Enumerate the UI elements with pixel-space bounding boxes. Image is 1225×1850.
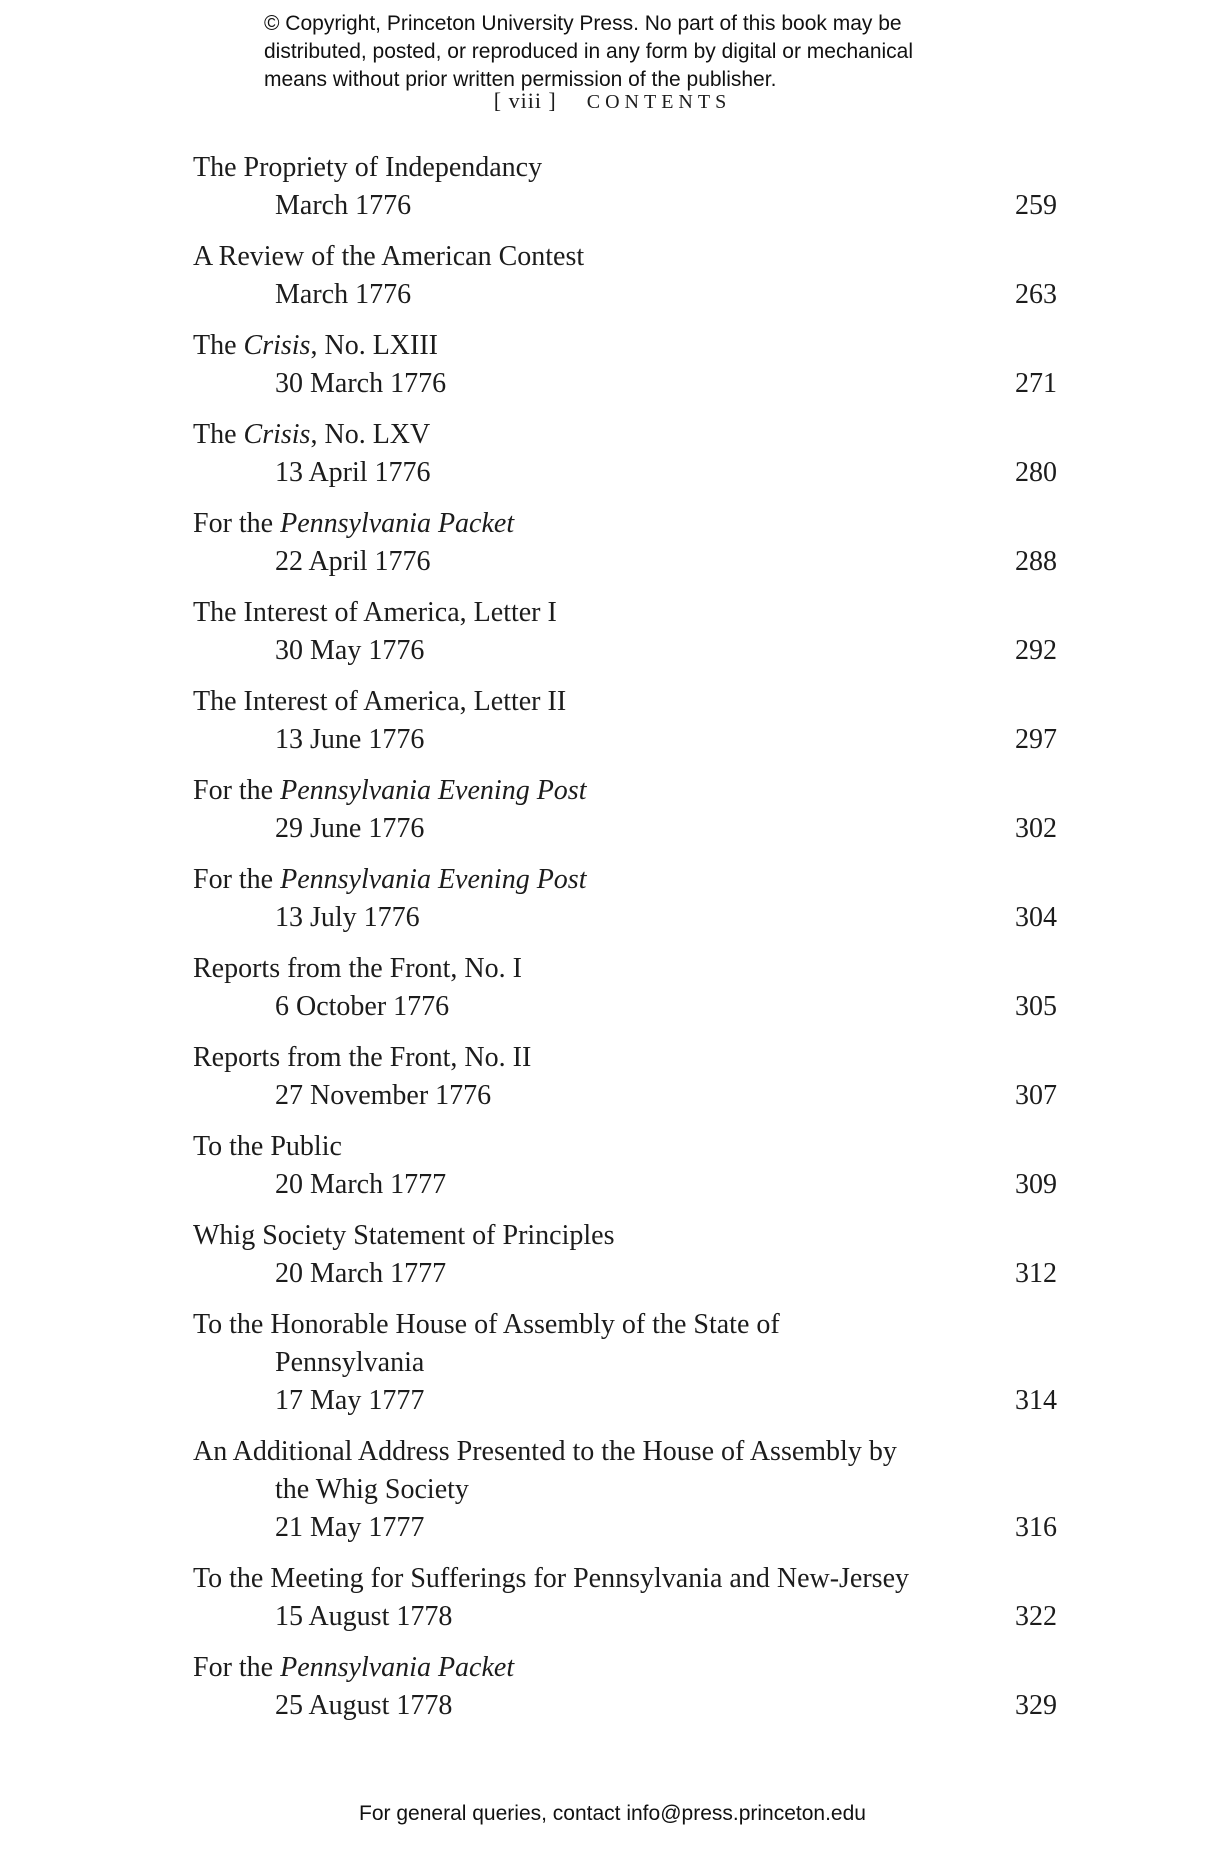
toc-entry [193,594,1057,670]
entry-date: March 1776 [275,279,412,310]
copyright-line-2: distributed, posted, or reproduced in any form by digital or mechanical [264,40,914,63]
toc-entry [193,505,1057,581]
toc-entry [193,238,1057,314]
toc-entry [193,683,1057,759]
entry-title-line [193,416,1057,454]
toc-entry [193,1039,1057,1115]
entry-page-number: 307 [1015,1080,1057,1111]
footer-contact: For general queries, contact info@press.princeton.edu [359,1802,866,1825]
entry-title-line [193,1217,1057,1255]
entry-date: 6 October 1776 [275,991,450,1022]
entry-title-line [193,594,1057,632]
entry-page-number: 329 [1015,1690,1057,1721]
copyright-line-3: means without prior written permission of the publisher. [264,68,777,91]
entry-title-line [193,1433,1057,1471]
entry-date: 25 August 1778 [275,1690,453,1721]
entry-title-text: the Whig Society [275,1474,469,1505]
entry-date-line [193,365,1057,403]
entry-title-text: To the Honorable House of Assembly of the State of [193,1309,780,1340]
entry-page-number: 288 [1015,546,1057,577]
running-head [0,88,1225,114]
entry-title-text: To the Meeting for Sufferings for Pennsylvania and New-Jersey [193,1563,910,1594]
toc-entry [193,149,1057,225]
entry-date: 27 November 1776 [275,1080,492,1111]
entry-title-text: The Propriety of Independancy [193,152,543,183]
entry-title-line [193,238,1057,276]
entry-date: 30 May 1776 [275,635,425,666]
entry-page-number: 259 [1015,190,1057,221]
folio-number: [ viii ] [493,88,557,113]
entry-date: 20 March 1777 [275,1169,447,1200]
entry-title-line [193,772,1057,810]
entry-title-text: For the Pennsylvania Evening Post [193,775,587,806]
entry-date: 17 May 1777 [275,1385,425,1416]
entry-date: 29 June 1776 [275,813,425,844]
entry-date-line [193,1687,1057,1725]
toc-entry [193,1433,1057,1547]
entry-date-line [193,1382,1057,1420]
entry-page-number: 314 [1015,1385,1057,1416]
toc-entry [193,1217,1057,1293]
entry-page-number: 280 [1015,457,1057,488]
entry-page-number: 271 [1015,368,1057,399]
entry-date: 13 April 1776 [275,457,431,488]
entry-date-line [193,721,1057,759]
entry-title-line [193,950,1057,988]
entry-page-number: 292 [1015,635,1057,666]
toc-entry [193,1306,1057,1420]
entry-date: 30 March 1776 [275,368,447,399]
entry-title-text: Whig Society Statement of Principles [193,1220,615,1251]
entry-title-line [193,1344,1057,1382]
toc-entry [193,1128,1057,1204]
entry-title-line [193,149,1057,187]
entry-title-text: The Interest of America, Letter II [193,686,567,717]
entry-date-line [193,1509,1057,1547]
entry-title-text: An Additional Address Presented to the House of Assembly by [193,1436,897,1467]
entry-date: 15 August 1778 [275,1601,453,1632]
entry-title-line [193,1649,1057,1687]
entry-title-text: Pennsylvania [275,1347,425,1378]
entry-title-text: The Crisis, No. LXIII [193,330,438,361]
copyright-line-1: © Copyright, Princeton University Press. No part of this book may be [264,12,902,35]
entry-title-line [193,505,1057,543]
entry-page-number: 305 [1015,991,1057,1022]
entry-date-line [193,988,1057,1026]
entry-date-line [193,1077,1057,1115]
entry-title-text: Reports from the Front, No. II [193,1042,532,1073]
copyright-notice [264,10,913,94]
entry-title-line [193,1560,1057,1598]
entry-page-number: 302 [1015,813,1057,844]
entry-date: March 1776 [275,190,412,221]
entry-title-line [193,327,1057,365]
entry-date: 13 June 1776 [275,724,425,755]
entry-title-text: Reports from the Front, No. I [193,953,522,984]
toc-entry [193,1560,1057,1636]
toc-entry [193,1649,1057,1725]
entry-date-line [193,1255,1057,1293]
toc-entry [193,950,1057,1026]
entry-page-number: 309 [1015,1169,1057,1200]
entry-page-number: 297 [1015,724,1057,755]
toc-entry [193,772,1057,848]
entry-date-line [193,276,1057,314]
entry-date: 22 April 1776 [275,546,431,577]
entry-page-number: 322 [1015,1601,1057,1632]
entry-date-line [193,810,1057,848]
entry-title-line [193,1306,1057,1344]
toc-entry [193,861,1057,937]
entry-page-number: 312 [1015,1258,1057,1289]
section-title: CONTENTS [586,91,732,113]
entry-date-line [193,632,1057,670]
entry-title-text: The Interest of America, Letter I [193,597,557,628]
toc-entry [193,327,1057,403]
entry-date-line [193,454,1057,492]
entry-title-line [193,1039,1057,1077]
entry-date-line [193,1166,1057,1204]
entry-page-number: 304 [1015,902,1057,933]
entry-title-text: For the Pennsylvania Packet [193,1652,515,1683]
entry-title-text: A Review of the American Contest [193,241,585,272]
entry-title-text: The Crisis, No. LXV [193,419,431,450]
entry-title-text: To the Public [193,1131,342,1162]
entry-title-line [193,861,1057,899]
entry-date: 21 May 1777 [275,1512,425,1543]
entry-page-number: 263 [1015,279,1057,310]
entry-date-line [193,543,1057,581]
toc-entries [193,149,1057,1738]
entry-title-line [193,1128,1057,1166]
toc-entry [193,416,1057,492]
entry-page-number: 316 [1015,1512,1057,1543]
entry-date-line [193,899,1057,937]
entry-date: 20 March 1777 [275,1258,447,1289]
entry-date-line [193,187,1057,225]
entry-date-line [193,1598,1057,1636]
entry-date: 13 July 1776 [275,902,420,933]
entry-title-text: For the Pennsylvania Evening Post [193,864,587,895]
entry-title-text: For the Pennsylvania Packet [193,508,515,539]
entry-title-line [193,1471,1057,1509]
entry-title-line [193,683,1057,721]
